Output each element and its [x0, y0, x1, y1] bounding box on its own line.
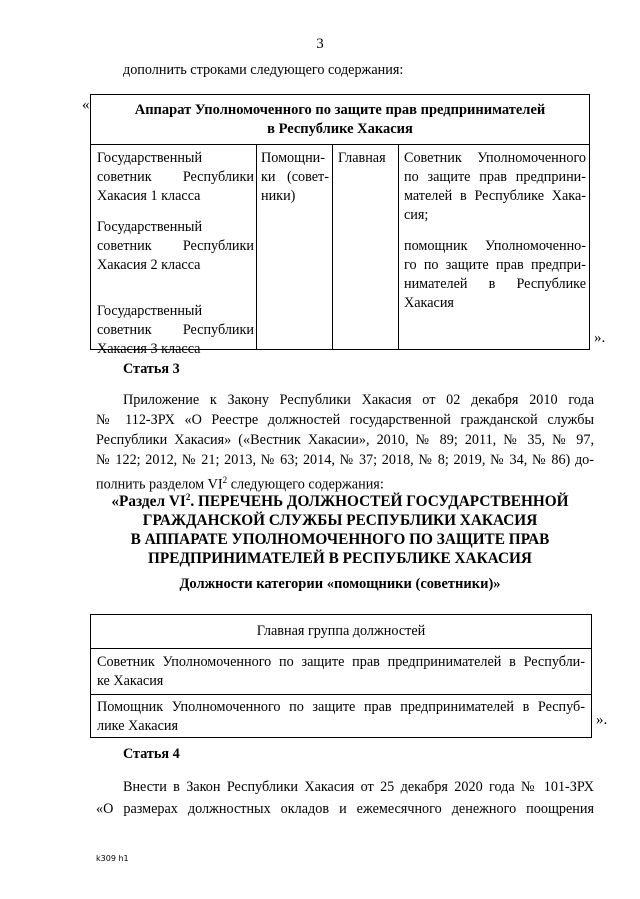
group-table-header: Главная группа должностей: [91, 615, 591, 649]
close-quote: ».: [596, 712, 608, 728]
page-number: 3: [316, 36, 324, 52]
table-row: [91, 695, 591, 737]
paragraph-line: Приложение к Закону Республики Хакасия от 02 декабря 2010 года: [123, 392, 594, 408]
cell-line: Хакасия 1 класса: [97, 188, 201, 204]
article-3-title: Статья 3: [123, 361, 180, 377]
group-cell: [333, 145, 399, 349]
section-heading-line: ГРАЖДАНСКОЙ СЛУЖБЫ РЕСПУБЛИКИ ХАКАСИЯ: [142, 512, 538, 530]
article-3-paragraph: [96, 390, 594, 493]
cell-line: Главная: [338, 150, 386, 166]
table-header: [91, 95, 589, 145]
paragraph-line: «О размерах должностных окладов и ежемесячного денежного поощрения: [96, 801, 594, 817]
text-part: полнить разделом VI: [96, 476, 223, 493]
cell-line: по защите прав предприни-: [404, 169, 586, 185]
section-heading: [90, 488, 590, 568]
cell-line: лике Хакасия: [97, 718, 178, 734]
paragraph-line: Внести в Закон Республики Хакасия от 25 декабря 2020 года № 101-ЗРХ: [123, 779, 594, 795]
group-table: [90, 614, 592, 738]
cell-line: Государственный: [97, 150, 203, 166]
cell-line: Хакасия 2 класса: [97, 257, 201, 273]
superscript: 2: [185, 492, 191, 502]
cell-line: Советник Уполномоченного: [404, 150, 586, 166]
paragraph-line: [96, 470, 594, 493]
cell-line: Помощник Уполномоченного по защите прав предпринимателей в Респуб-: [97, 699, 585, 715]
positions-description-cell: [399, 145, 589, 349]
cell-line: ке Хакасия: [97, 673, 164, 689]
table-header-line: Аппарат Уполномоченного по защите прав предпринимателей: [134, 102, 546, 118]
close-quote: ».: [594, 330, 606, 346]
cell-line: мателей в Республике Хака-: [404, 188, 586, 204]
cell-line: нимателей в Республике: [404, 276, 586, 292]
section-heading-line: В АППАРАТЕ УПОЛНОМОЧЕННОГО ПО ЗАЩИТЕ ПРАВ: [130, 531, 550, 549]
cell-line: советник Республики: [97, 169, 254, 185]
text-part: . ПЕРЕЧЕНЬ ДОЛЖНОСТЕЙ ГОСУДАРСТВЕННОЙ: [190, 493, 569, 511]
cell-line: сия;: [404, 207, 429, 223]
cell-line: го по защите прав предпри-: [404, 257, 586, 273]
text-part: следующего содержания:: [227, 476, 384, 493]
cell-line: Хакасия: [404, 295, 454, 311]
position-titles-cell: [91, 145, 257, 357]
cell-line: Хакасия 3 класса: [97, 341, 201, 357]
open-quote: «: [82, 97, 90, 113]
cell-line: Помощни-: [261, 150, 325, 166]
category-cell: [257, 145, 333, 349]
text-part: «Раздел VI: [111, 493, 186, 511]
category-heading: Должности категории «помощники (советники)»: [179, 576, 501, 592]
paragraph-line: № 112-ЗРХ «О Реестре должностей государственной гражданской службы: [96, 412, 594, 428]
cell-line: ки (совет-: [261, 169, 329, 185]
cell-line: Государственный: [97, 219, 203, 235]
superscript: 2: [222, 475, 228, 485]
document-code: k309 h1: [96, 854, 129, 863]
intro-text: дополнить строками следующего содержания:: [123, 62, 404, 78]
table-header-line: в Республике Хакасия: [267, 121, 413, 137]
positions-table: [90, 94, 590, 357]
paragraph-line: № 122; 2012, № 21; 2013, № 63; 2014, № 37; 2018, № 8; 2019, № 34, № 86) до-: [96, 452, 594, 468]
cell-line: советник Республики: [97, 322, 254, 338]
section-heading-line: ПРЕДПРИНИМАТЕЛЕЙ В РЕСПУБЛИКЕ ХАКАСИЯ: [148, 550, 532, 568]
article-4-paragraph: [96, 777, 594, 821]
table-row: [91, 649, 591, 695]
section-heading-line: [90, 488, 590, 511]
article-4-title: Статья 4: [123, 746, 180, 762]
paragraph-line: Республики Хакасия» («Вестник Хакасии», 2010, № 89; 2011, № 35, № 97,: [96, 432, 594, 448]
cell-line: Государственный: [97, 303, 203, 319]
cell-line: ники): [261, 188, 296, 204]
cell-line: помощник Уполномоченно-: [404, 238, 586, 254]
cell-line: Советник Уполномоченного по защите прав предпринимателей в Республи-: [97, 654, 585, 670]
cell-line: советник Республики: [97, 238, 254, 254]
